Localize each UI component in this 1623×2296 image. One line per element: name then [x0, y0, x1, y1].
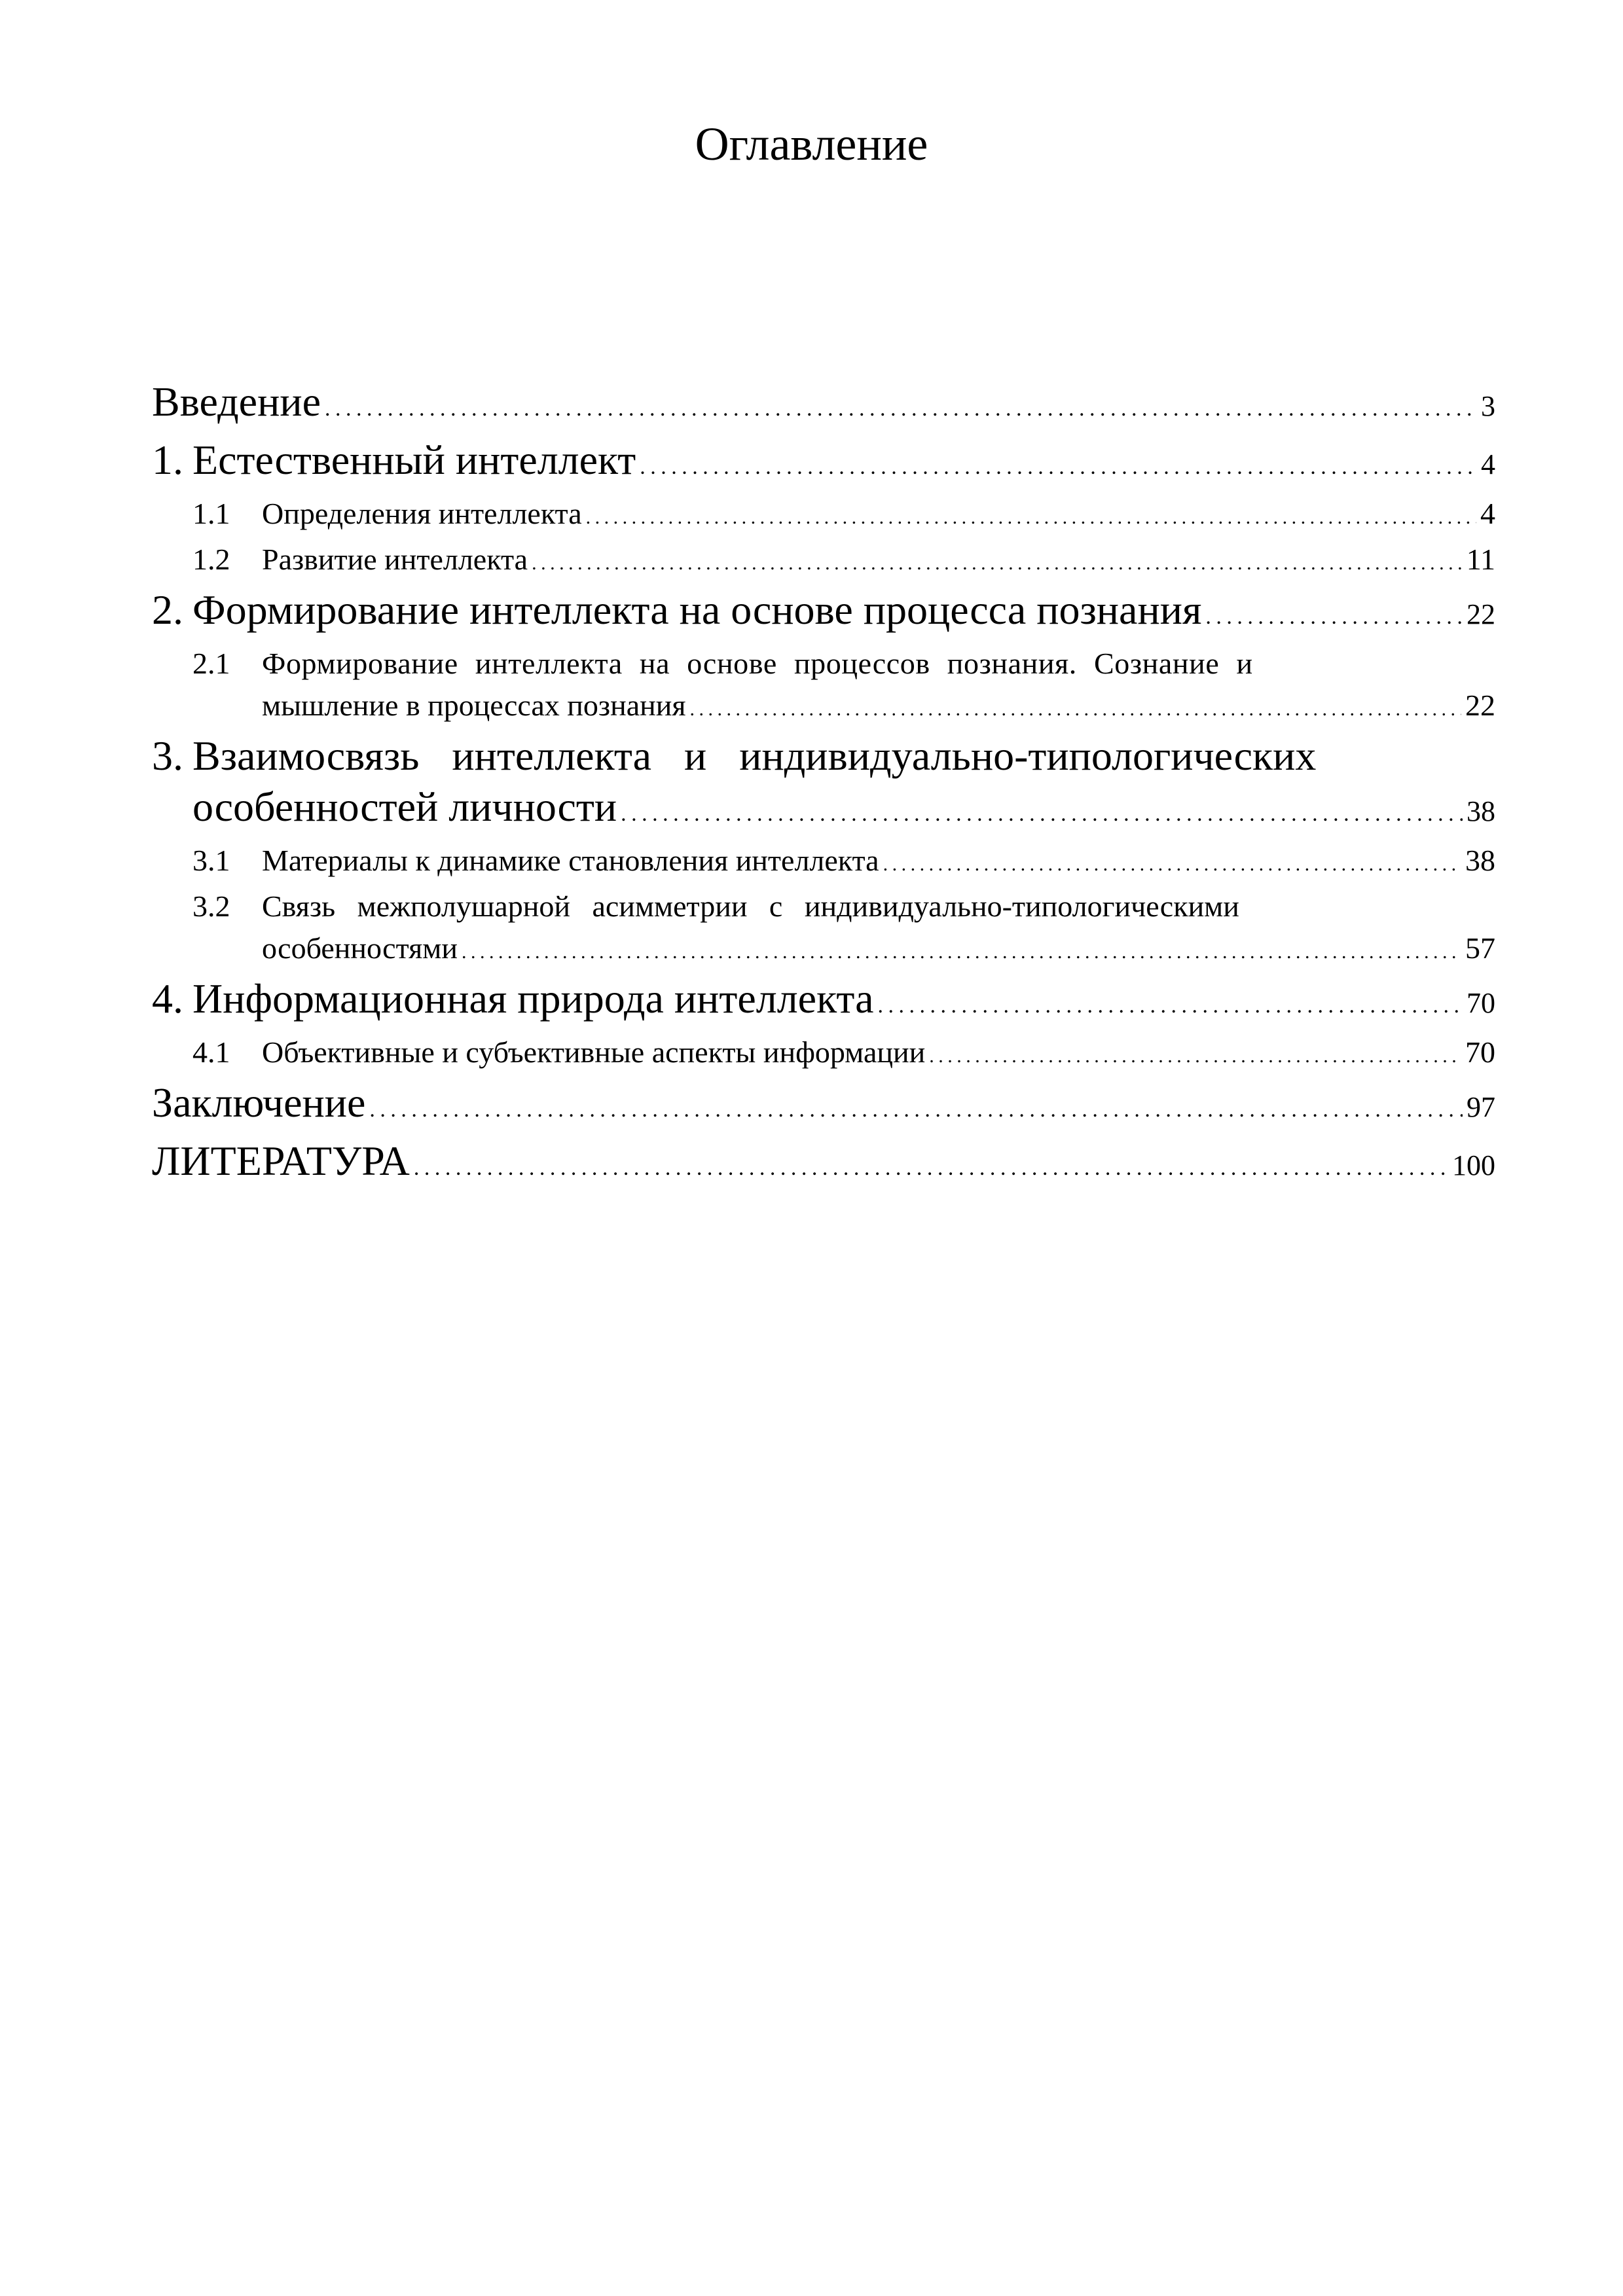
toc-title: Формирование интеллекта на основе процесса познания	[192, 586, 1202, 633]
toc-number: 2.	[152, 586, 183, 633]
toc-entry-section-1-2[interactable]	[152, 539, 1495, 584]
toc-leader-dots	[325, 384, 1477, 435]
toc-page-number: 70	[1467, 987, 1495, 1019]
toc-title: Информационная природа интеллекта	[192, 975, 874, 1022]
toc-page-number: 57	[1465, 931, 1495, 965]
toc-number: 4.	[152, 975, 183, 1022]
toc-title: Развитие интеллекта	[262, 543, 528, 576]
toc-leader-dots	[369, 1085, 1463, 1136]
toc-page-number: 38	[1465, 844, 1495, 877]
toc-number: 1.	[152, 437, 183, 483]
toc-title: Введение	[152, 378, 321, 425]
toc-title-line-1: Формирование интеллекта на основе процессов познания. Сознание и	[262, 647, 1253, 680]
toc-entry-section-1-1[interactable]	[152, 493, 1495, 539]
toc-title: Объективные и субъективные аспекты информации	[262, 1035, 926, 1069]
toc-title-line-2: мышление в процессах познания	[262, 689, 686, 722]
toc-entry-literature[interactable]	[152, 1136, 1495, 1194]
toc-page-number: 22	[1467, 598, 1495, 630]
toc-title: ЛИТЕРАТУРА	[152, 1138, 410, 1184]
toc-leader-dots	[929, 1035, 1461, 1077]
toc-leader-dots	[532, 543, 1463, 584]
toc-page-number: 97	[1467, 1091, 1495, 1123]
page-title: Оглавление	[695, 118, 928, 170]
toc-entry-section-3-2[interactable]	[152, 886, 1495, 973]
toc-number: 3.1	[192, 844, 230, 877]
toc-title-line-1: Взаимосвязь интеллекта и индивидуально-типологических	[192, 732, 1317, 779]
toc-entry-chapter-1[interactable]	[152, 435, 1495, 493]
toc-page-number: 38	[1467, 795, 1495, 827]
toc-entry-intro[interactable]	[152, 376, 1495, 435]
toc-title-line-2: особенностями	[262, 931, 458, 965]
toc-entry-section-2-1[interactable]	[152, 643, 1495, 730]
toc-page-number: 4	[1481, 448, 1495, 480]
toc-page-number: 100	[1452, 1149, 1495, 1181]
toc-number: 3.2	[192, 889, 230, 923]
toc-entry-section-3-1[interactable]	[152, 840, 1495, 886]
toc-number: 1.2	[192, 543, 230, 576]
toc-leader-dots	[877, 980, 1463, 1031]
toc-title: Материалы к динамике становления интеллекта	[262, 844, 879, 877]
toc-number: 4.1	[192, 1035, 230, 1069]
toc-entry-chapter-2[interactable]	[152, 584, 1495, 643]
toc-page-number: 22	[1465, 689, 1495, 722]
toc-number: 1.1	[192, 497, 230, 530]
toc-leader-dots	[1205, 592, 1463, 643]
toc-page-number: 3	[1481, 390, 1495, 422]
toc-entry-section-4-1[interactable]	[152, 1031, 1495, 1077]
toc-leader-dots	[883, 844, 1461, 886]
toc-title: Естественный интеллект	[192, 437, 636, 483]
toc-number: 3.	[152, 732, 183, 779]
toc-page-number: 4	[1480, 497, 1495, 530]
toc-entry-chapter-3[interactable]	[152, 730, 1495, 840]
toc-leader-dots	[586, 497, 1476, 539]
toc-page-number: 11	[1466, 543, 1495, 576]
toc-leader-dots	[414, 1143, 1448, 1194]
toc-entry-conclusion[interactable]	[152, 1077, 1495, 1136]
toc-leader-dots	[690, 689, 1461, 730]
toc-title: Определения интеллекта	[262, 497, 582, 530]
toc-title-line-1: Связь межполушарной асимметрии с индивидуально-типологическими	[262, 889, 1239, 923]
toc-entry-chapter-4[interactable]	[152, 973, 1495, 1031]
toc-leader-dots	[640, 442, 1477, 493]
toc-page-number: 70	[1465, 1035, 1495, 1069]
toc-leader-dots	[621, 789, 1463, 840]
toc-number: 2.1	[192, 647, 230, 680]
toc-title: Заключение	[152, 1079, 366, 1126]
table-of-contents	[152, 376, 1495, 1194]
toc-title-line-2: особенностей личности	[192, 783, 617, 830]
toc-leader-dots	[462, 931, 1461, 973]
